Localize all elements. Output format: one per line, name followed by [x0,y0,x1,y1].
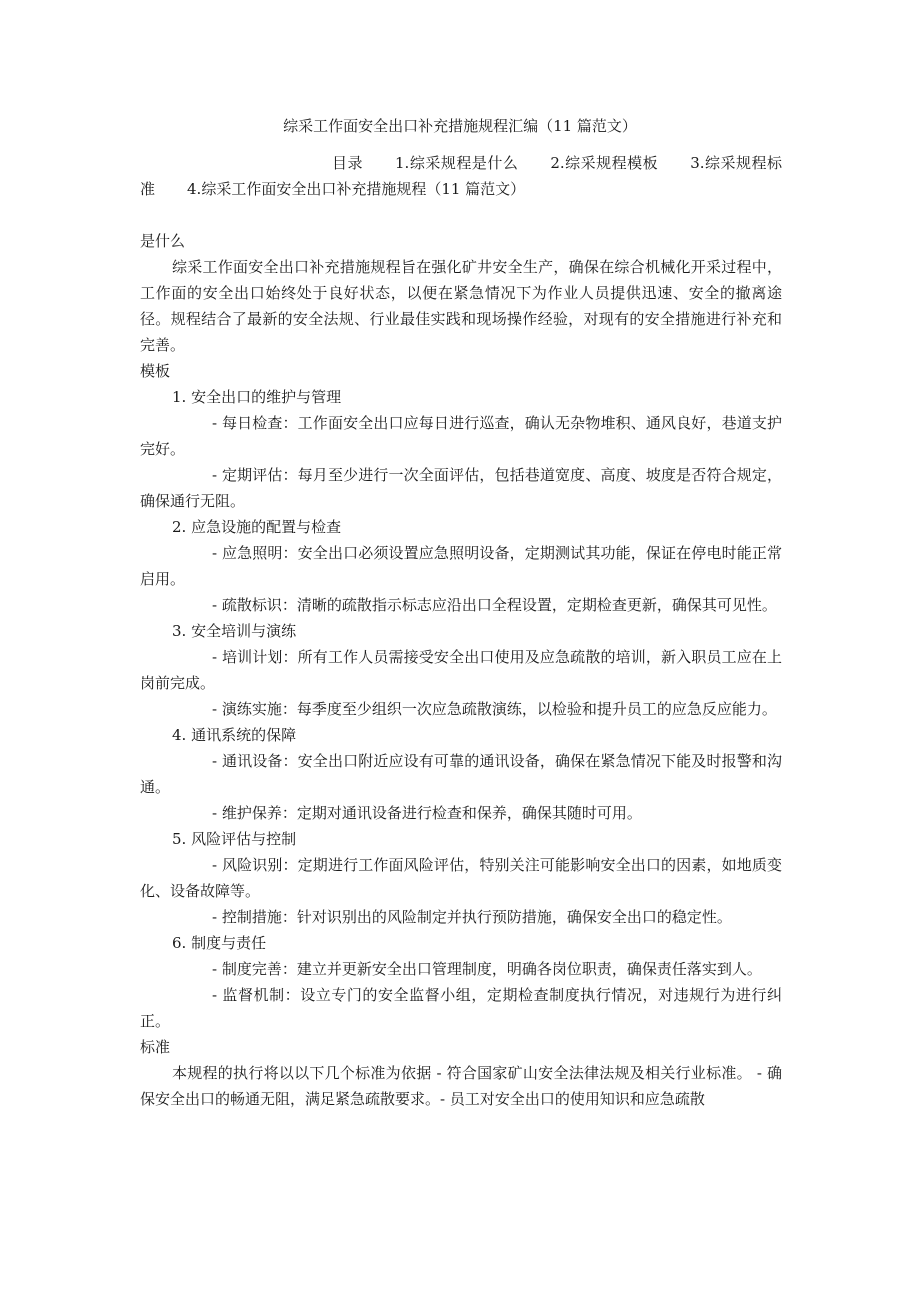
template-item-sub: - 演练实施：每季度至少组织一次应急疏散演练，以检验和提升员工的应急反应能力。 [212,700,777,718]
template-item-sub: - 定期评估：每月至少进行一次全面评估，包括巷道宽度、高度、坡度是否符合规定，确保通行无阻。 [140,466,782,510]
section-heading-template: 模板 [140,362,171,380]
toc-label: 目录 [332,154,364,172]
section-heading-standard: 标准 [140,1038,171,1056]
template-item-sub: - 监督机制：设立专门的安全监督小组，定期检查制度执行情况，对违规行为进行纠正。 [140,986,782,1030]
toc-item[interactable]: 2.综采规程模板 [550,154,659,172]
toc-item[interactable]: 1.综采规程是什么 [395,154,519,172]
template-item-sub: - 疏散标识：清晰的疏散指示标志应沿出口全程设置，定期检查更新，确保其可见性。 [212,596,777,614]
template-item-title: 2. 应急设施的配置与检查 [172,518,342,536]
template-item-sub: - 控制措施：针对识别出的风险制定并执行预防措施，确保安全出口的稳定性。 [212,908,732,926]
section-paragraph-what: 综采工作面安全出口补充措施规程旨在强化矿井安全生产，确保在综合机械化开采过程中，工作面的安全出口始终处于良好状态，以便在紧急情况下为作业人员提供迅速、安全的撤离途径。规程结合了最新的安全法规、行业最佳实践和现场操作经验，对现有的安全措施进行补充和完善。 [140,258,782,354]
template-item-sub: - 风险识别：定期进行工作面风险评估，特别关注可能影响安全出口的因素，如地质变化、设备故障等。 [140,856,782,900]
toc-item[interactable]: 4.综采工作面安全出口补充措施规程（11 篇范文） [187,180,526,198]
section-heading-what: 是什么 [140,232,186,250]
template-item-sub: - 通讯设备：安全出口附近应设有可靠的通讯设备，确保在紧急情况下能及时报警和沟通。 [140,752,782,796]
template-item-sub: - 每日检查：工作面安全出口应每日进行巡查，确认无杂物堆积、通风良好，巷道支护完好。 [140,414,782,458]
template-item-title: 3. 安全培训与演练 [172,622,297,640]
toc-item[interactable]: 3.综采规程标准 [140,154,783,198]
document-body [140,228,782,1112]
template-item-sub: - 培训计划：所有工作人员需接受安全出口使用及应急疏散的培训，新入职员工应在上岗前完成。 [140,648,782,692]
template-item-title: 5. 风险评估与控制 [172,830,297,848]
template-item-title: 6. 制度与责任 [172,934,267,952]
template-item-sub: - 应急照明：安全出口必须设置应急照明设备，定期测试其功能，保证在停电时能正常启用。 [140,544,782,588]
template-item-sub: - 制度完善：建立并更新安全出口管理制度，明确各岗位职责，确保责任落实到人。 [212,960,762,978]
document-title: 综采工作面安全出口补充措施规程汇编（11 篇范文） [283,117,637,135]
template-item-sub: - 维护保养：定期对通讯设备进行检查和保养，确保其随时可用。 [212,804,642,822]
template-item-title: 4. 通讯系统的保障 [172,726,297,744]
template-item-title: 1. 安全出口的维护与管理 [172,388,342,406]
section-paragraph-standard: 本规程的执行将以以下几个标准为依据 - 符合国家矿山安全法律法规及相关行业标准。 - 确保安全出口的畅通无阻，满足紧急疏散要求。- 员工对安全出口的使用知识和应急疏散 [140,1064,782,1108]
table-of-contents [140,150,782,202]
